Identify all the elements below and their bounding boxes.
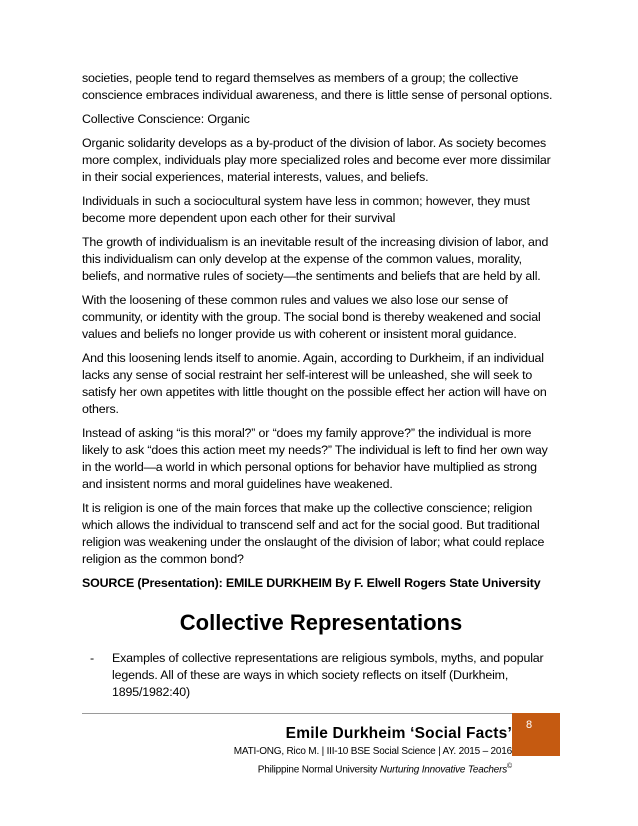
section-heading: Collective Representations [179, 610, 463, 635]
page-number: 8 [526, 719, 533, 731]
subheading-organic: Collective Conscience: Organic [82, 112, 250, 126]
paragraph-4: The growth of individualism is an inevitable result of the increasing division of labor, and this individualism can only develop at the expense of the common values, morality, beliefs, and normative rules of society—the sentiments and beliefs that are held by all. [82, 235, 549, 283]
page-footer [82, 724, 512, 777]
footer-motto: Nurturing Innovative Teachers [379, 764, 508, 776]
paragraph-6: And this loosening lends itself to anomie. Again, according to Durkheim, if an individual lacks any sense of social restraint her self-interest will be unleashed, she will seek to satisfy her own appetites with little thought on the possible effect her action will have on others. [82, 351, 547, 416]
footer-university-line [82, 759, 512, 777]
bullet-text: Examples of collective representations are religious symbols, myths, and popular legends. All of these are ways in which society reflects on itself (Durkheim, 1895/1982:40) [112, 651, 544, 699]
bullet-item [82, 650, 560, 701]
paragraph-1: societies, people tend to regard themselves as members of a group; the collective conscience embraces individual awareness, and there is little sense of personal options. [82, 71, 553, 102]
paragraph-2: Organic solidarity develops as a by-product of the division of labor. As society becomes more complex, individuals play more specialized roles and become ever more dissimilar in their social experiences, material interests, values, and beliefs. [82, 136, 551, 184]
paragraph-7: Instead of asking “is this moral?” or “does my family approve?” the individual is more likely to ask “does this action meet my needs?” The individual is left to find her own way in the world—a world in which personal options for behavior have multiplied as strong and insistent norms and moral guidelines have weakened. [82, 426, 548, 491]
footer-author-line: MATI-ONG, Rico M. | III-10 BSE Social Science | AY. 2015 – 2016 [233, 746, 512, 757]
paragraph-5: With the loosening of these common rules and values we also lose our sense of community, or identity with the group. The social bond is thereby weakened and social values and beliefs no longer provide us with coherent or insistent moral guidance. [82, 293, 541, 341]
paragraph-3: Individuals in such a sociocultural system have less in common; however, they must become more dependent upon each other for their survival [82, 194, 530, 225]
page-number-badge [512, 713, 560, 756]
footer-divider [82, 713, 512, 714]
paragraph-8: It is religion is one of the main forces that make up the collective conscience; religion which allows the individual to transcend self and act for the social good. But traditional religion was weakening under the onslaught of the division of labor; what could replace religion as the common bond? [82, 501, 545, 566]
bullet-marker: - [90, 651, 94, 665]
footer-university-name: Philippine Normal University [257, 764, 380, 776]
copyright-symbol: © [507, 763, 512, 770]
source-citation: SOURCE (Presentation): EMILE DURKHEIM By F. Elwell Rogers State University [82, 576, 541, 590]
footer-title: Emile Durkheim ‘Social Facts’ [285, 725, 512, 742]
document-body [82, 70, 560, 701]
